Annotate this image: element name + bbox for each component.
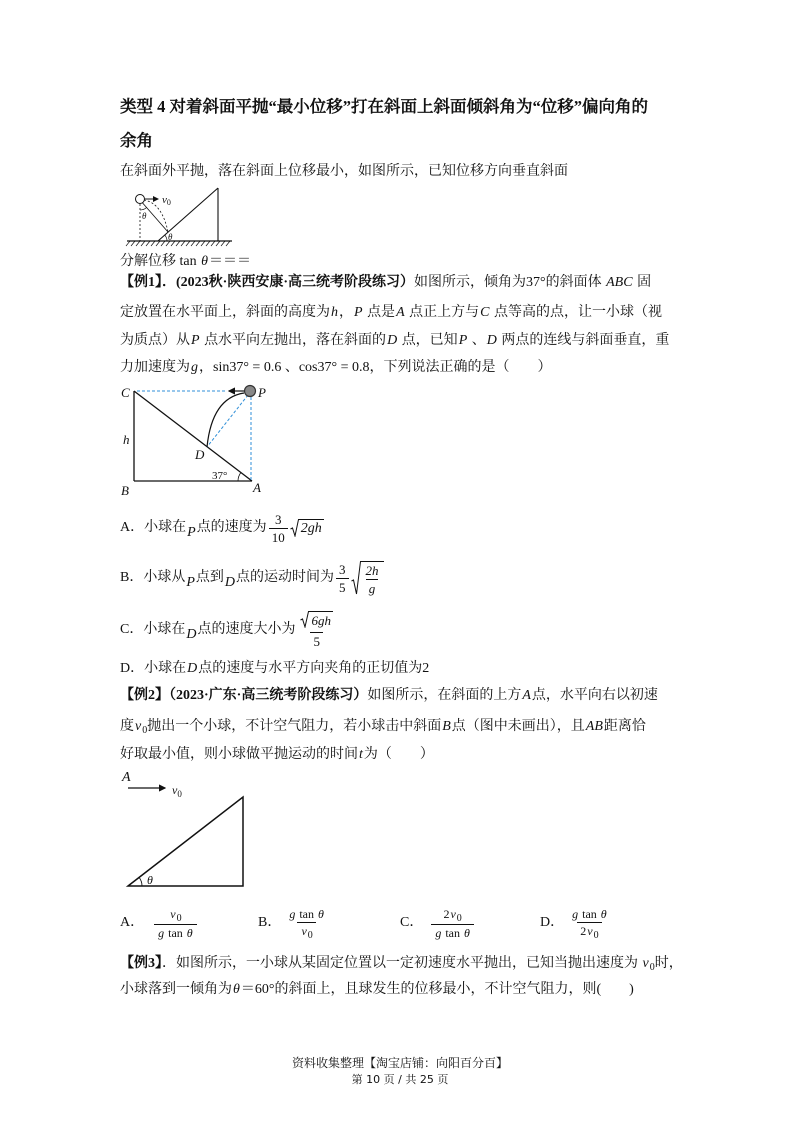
fraction-denominator xyxy=(297,922,315,940)
example1-option-c xyxy=(120,610,338,650)
square-root xyxy=(290,519,324,537)
math-variable: ABC xyxy=(606,275,633,290)
option-text: 点的速度大小为 xyxy=(197,622,296,637)
math-variable: P xyxy=(187,525,196,540)
text-run: 分解位移 tan xyxy=(120,254,201,269)
fraction-numerator xyxy=(440,907,464,924)
example3-line-2 xyxy=(120,982,634,998)
angle-arc-top xyxy=(140,208,147,211)
example1-option-b xyxy=(120,558,384,598)
fraction xyxy=(431,907,474,940)
math-variable: g xyxy=(572,906,579,921)
radical-sign xyxy=(300,611,309,628)
option-label: A． xyxy=(120,915,145,930)
section-heading-continued: 余角 xyxy=(120,131,153,150)
example1-option-a xyxy=(120,508,324,548)
text-run: ＝＝＝ xyxy=(209,254,251,269)
text-run: 力加速度为 xyxy=(120,360,190,375)
bold-label: 【例1】．(2023秋·陕西安康·高三统考阶段练习） xyxy=(120,275,414,290)
angle-arc xyxy=(139,877,142,886)
math-variable: g xyxy=(289,906,296,921)
fraction-numerator xyxy=(166,907,184,924)
math-variable: AB xyxy=(585,719,603,734)
math-variable: h xyxy=(331,305,338,320)
example2-line-1 xyxy=(120,688,658,704)
label-a: A xyxy=(122,770,131,785)
label-h: h xyxy=(123,432,130,447)
example2-line-2 xyxy=(120,719,646,736)
subscript: 0 xyxy=(307,929,313,941)
square-root xyxy=(351,561,384,596)
option-text: D．小球在 xyxy=(120,661,187,676)
figure-incline-below-a xyxy=(118,765,253,893)
label-c: C xyxy=(121,385,130,400)
text-run: ＝60°的斜面上，且球发生的位移最小，不计空气阻力，则( ) xyxy=(240,982,634,997)
text-run: 好取最小值，则小球做平抛运动的时间 xyxy=(120,747,358,762)
example1-line-3 xyxy=(120,333,669,349)
fraction-numerator: 3 xyxy=(274,511,282,527)
ball-p xyxy=(245,386,256,397)
math-variable: D xyxy=(224,575,236,590)
math-variable: P xyxy=(354,305,363,320)
text-run: ， xyxy=(339,305,353,320)
example2-option-c xyxy=(400,903,476,943)
fraction-denominator: 10 xyxy=(269,528,288,545)
text-run: 抛出一个小球，不计空气阻力，若小球击中斜面 xyxy=(147,719,442,734)
fraction-numerator xyxy=(297,611,336,632)
bold-label: 【例3】 xyxy=(120,956,162,971)
fraction-denominator xyxy=(154,924,197,940)
section-heading: 类型 4 对着斜面平抛“最小位移”打在斜面上斜面倾斜角为“位移”偏向角的 xyxy=(120,97,648,116)
text-run: 定放置在水平面上，斜面的高度为 xyxy=(120,305,330,320)
option-text: 点的速度与水平方向夹角的正切值为2 xyxy=(198,661,430,676)
fraction xyxy=(285,907,328,940)
math-variable: P xyxy=(458,333,468,348)
option-text: 点的速度为 xyxy=(196,520,267,535)
text-run: tan xyxy=(165,925,186,940)
option-label: C． xyxy=(400,915,424,930)
fraction xyxy=(297,611,336,649)
text-run: 点水平向左抛出，落在斜面的 xyxy=(200,333,387,348)
text-run: tan xyxy=(442,925,464,940)
fraction-denominator: 5 xyxy=(310,632,323,649)
text-run: 为（ ） xyxy=(363,747,434,762)
math-variable: θ xyxy=(318,906,324,921)
example3-line-1 xyxy=(120,956,683,973)
radicand xyxy=(361,561,384,596)
trajectory-curve xyxy=(207,393,244,447)
example1-line-1 xyxy=(120,275,651,291)
subscript: 0 xyxy=(593,929,599,941)
math-variable: g xyxy=(158,925,165,940)
theta-label-base: θ xyxy=(168,232,173,242)
math-variable: v xyxy=(135,719,142,734)
subscript: 0 xyxy=(142,725,148,736)
fraction-denominator xyxy=(577,922,601,940)
math-variable: v xyxy=(642,956,649,971)
option-text: A．小球在 xyxy=(120,520,187,535)
angle-arc-base xyxy=(165,235,167,241)
math-variable: g xyxy=(435,925,442,940)
label-p: P xyxy=(258,385,266,400)
text-run: 点（图中未画出），且 xyxy=(451,719,585,734)
radical-sign xyxy=(351,561,361,595)
math-variable: t xyxy=(359,747,363,762)
label-d: D xyxy=(195,447,205,462)
subscript: 0 xyxy=(456,912,462,924)
label-a: A xyxy=(253,480,261,495)
text-run: 时， xyxy=(654,956,683,971)
fraction-numerator xyxy=(285,907,328,922)
math-variable: v xyxy=(301,923,307,938)
option-text: 点的运动时间为 xyxy=(236,570,335,585)
theta-label: θ xyxy=(147,873,153,887)
example1-line-4 xyxy=(120,360,552,376)
figure-throw-onto-incline xyxy=(120,180,240,252)
text-run: 点正上方与 xyxy=(405,305,480,320)
option-label: D． xyxy=(540,915,565,930)
text-run: tan xyxy=(296,906,318,921)
fraction-numerator xyxy=(568,907,611,922)
label-b: B xyxy=(121,483,129,498)
velocity-label xyxy=(172,783,182,799)
text-run: 点，已知 xyxy=(398,333,458,348)
option-label: B． xyxy=(258,915,282,930)
incline-ca xyxy=(134,391,252,481)
label-angle: 37° xyxy=(212,470,228,482)
velocity-label xyxy=(162,194,171,207)
option-text: 点到 xyxy=(195,570,224,585)
radicand: 2gh xyxy=(300,521,322,536)
text-run: ．如图所示，一小球从某固定位置以一定初速度水平抛出，已知当抛出速度为 xyxy=(162,956,642,971)
incline-surface xyxy=(158,188,218,241)
text-run: 为质点）从 xyxy=(120,333,190,348)
example2-option-b xyxy=(258,903,330,943)
bold-label: 【例2】（2023·广东·高三统考阶段练习） xyxy=(120,688,368,703)
math-variable: θ xyxy=(201,254,208,269)
fraction-numerator: 2h xyxy=(365,562,379,578)
ground-hatching xyxy=(126,241,230,246)
text-run: 如图所示，在斜面的上方 xyxy=(367,688,522,703)
fraction-denominator xyxy=(431,924,474,940)
ball xyxy=(136,195,145,204)
math-variable: C xyxy=(480,305,490,320)
square-root xyxy=(300,611,333,628)
velocity-subscript: 0 xyxy=(177,789,182,799)
math-variable: v xyxy=(450,906,456,921)
fraction-denominator: 5 xyxy=(336,578,349,595)
fraction xyxy=(336,562,349,595)
math-variable: B xyxy=(442,719,451,734)
fraction xyxy=(154,907,197,940)
fraction xyxy=(568,907,611,940)
radicand: 6gh xyxy=(311,613,331,628)
math-variable: θ xyxy=(464,925,470,940)
math-variable: P xyxy=(186,575,195,590)
example1-option-d xyxy=(120,661,429,677)
option-text: C．小球在 xyxy=(120,622,186,637)
math-variable: P xyxy=(191,333,200,348)
text-run: 固 xyxy=(633,275,652,290)
math-variable: A xyxy=(522,688,531,703)
fraction-numerator: 3 xyxy=(339,561,346,577)
text-run: 距离恰 xyxy=(603,719,646,734)
figure-incline-abc xyxy=(115,380,275,500)
math-variable: θ xyxy=(233,982,240,997)
velocity-symbol: v xyxy=(162,194,167,206)
fraction xyxy=(269,512,288,545)
footer-source: 资料收集整理【淘宝店铺：向阳百分百】 xyxy=(291,1056,508,1070)
example2-option-a xyxy=(120,903,199,943)
text-run: 2 xyxy=(580,923,587,938)
angle-arc-a xyxy=(238,473,241,482)
text-run: 两点的连线与斜面垂直，重 xyxy=(497,333,670,348)
velocity-symbol: v xyxy=(172,783,178,797)
text-run: 、 xyxy=(468,333,486,348)
page-number: 第 10 页 / 共 25 页 xyxy=(351,1073,449,1086)
math-variable: θ xyxy=(186,925,193,940)
text-run: 如图所示，倾角为37°的斜面体 xyxy=(414,275,606,290)
text-run: 点是 xyxy=(363,305,396,320)
math-variable: D xyxy=(387,333,398,348)
fraction-denominator: g xyxy=(366,579,379,596)
velocity-subscript: 0 xyxy=(166,198,171,207)
subscript: 0 xyxy=(176,912,182,924)
theta-label-top: θ xyxy=(142,211,147,221)
math-variable: v xyxy=(587,923,593,938)
text-run: 2 xyxy=(443,906,450,921)
intro-text: 在斜面外平抛，落在斜面上位移最小，如图所示，已知位移方向垂直斜面 xyxy=(120,164,568,179)
text-run: 度 xyxy=(120,719,134,734)
text-run: 小球落到一倾角为 xyxy=(120,982,232,997)
incline-triangle xyxy=(128,797,243,886)
example2-option-d xyxy=(540,903,613,943)
math-variable: D xyxy=(186,627,197,642)
subscript: 0 xyxy=(649,962,655,973)
option-text: B．小球从 xyxy=(120,570,186,585)
fraction xyxy=(363,563,382,596)
text-run: tan xyxy=(579,906,600,921)
math-variable: g xyxy=(191,360,198,375)
text-run: 点，水平向右以初速 xyxy=(531,688,658,703)
example1-line-2 xyxy=(120,305,662,321)
math-variable: θ xyxy=(600,906,607,921)
decompose-formula xyxy=(120,254,251,270)
math-variable: v xyxy=(170,906,176,921)
math-variable: A xyxy=(396,305,405,320)
radical-sign xyxy=(290,519,299,537)
math-variable: D xyxy=(187,661,198,676)
example2-line-3 xyxy=(120,747,434,763)
text-run: 点等高的点，让一小球（视 xyxy=(490,305,662,320)
text-run: ，sin37° = 0.6 、cos37° = 0.8，下列说法正确的是（ ） xyxy=(199,360,552,375)
math-variable: D xyxy=(486,333,497,348)
